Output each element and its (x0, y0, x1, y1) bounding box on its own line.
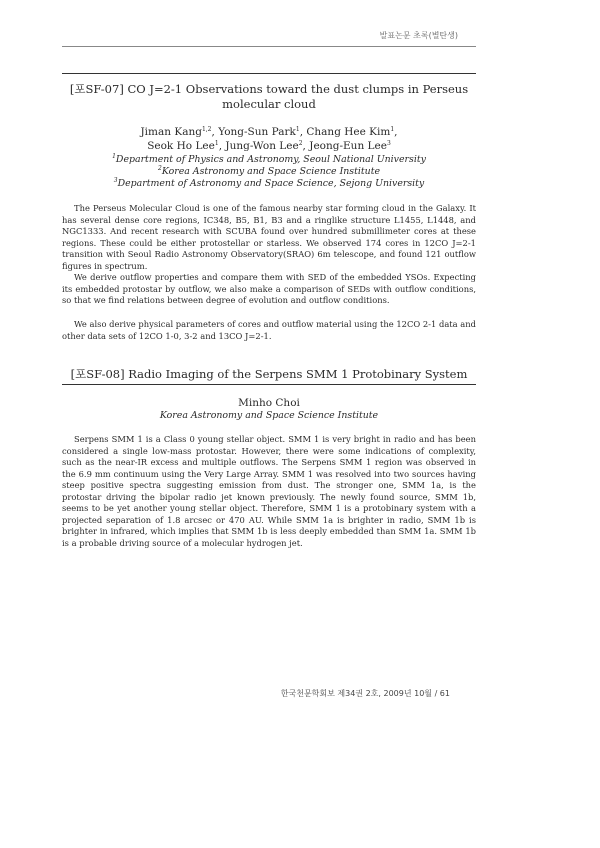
section-rule-2 (62, 384, 476, 385)
abstract1-title-line1: [포SF-07] CO J=2-1 Observations toward the dust clumps in Perseus (69, 82, 469, 96)
aff-sup: 1 (112, 153, 116, 160)
abstract1-paragraph-3: We also derive physical parameters of cores and outflow material using the 12CO 2-1 data and other data sets of 12CO 1-0, 3-2 and 13CO J=2-1. (62, 319, 476, 341)
author-name: Chang Hee Kim (306, 126, 391, 138)
author-separator: , (394, 126, 398, 138)
aff-text: Korea Astronomy and Space Science Institute (161, 166, 381, 177)
abstract1-authors-line1 (62, 125, 476, 139)
author-separator: , (218, 140, 226, 152)
author-affiliation-sup: 1 (390, 126, 395, 133)
abstract1-paragraph-2: We derive outflow properties and compare them with SED of the embedded YSOs. Expecting its embedded protostar by outflow, we also make a comparison of SEDs with outflow conditions, so that we find relations between degree of evolution and outflow conditions. (62, 272, 476, 305)
author-separator: , (302, 140, 310, 152)
running-header: 발표논문 초록(별탄생) (379, 31, 458, 40)
header-rule (62, 46, 476, 47)
abstract2-title: [포SF-08] Radio Imaging of the Serpens SMM 1 Protobinary System (70, 367, 468, 381)
abstract2-author: Minho Choi (238, 397, 300, 409)
author-name: Jeong-Eun Lee (309, 140, 387, 152)
aff-text: Department of Astronomy and Space Science, Sejong University (117, 178, 425, 189)
abstract1-paragraph-1: The Perseus Molecular Cloud is one of the famous nearby star forming cloud in the Galaxy. It has several dense core regions, IC348, B5, B1, B3 and a ringlike structure L1455, L1448, and NGC1333. And recent research with SCUBA found over hundred submillimeter cores at these regions. These could be either protostellar or starless. We observed 174 cores in 12CO J=2-1 transition with Seoul Radio Astronomy Observatory(SRAO) 6m telescope, and found 121 outflow figures in spectrum. (62, 203, 476, 271)
author-affiliation-sup: 3 (386, 140, 391, 147)
author-name: Jiman Kang (140, 126, 202, 138)
author-separator: , (211, 126, 219, 138)
author-name: Yong-Sun Park (218, 126, 296, 138)
aff-text: Department of Physics and Astronomy, Seoul National University (115, 154, 426, 165)
abstract1-title (62, 82, 476, 112)
abstract1-title-line2: molecular cloud (222, 97, 316, 111)
section-rule-top-1 (62, 73, 476, 74)
author-name: Jung-Won Lee (225, 140, 299, 152)
aff-sup: 3 (113, 177, 118, 184)
aff-sup: 2 (157, 165, 162, 172)
author-affiliation-sup: 1,2 (201, 126, 212, 133)
abstract1-authors-line2 (62, 139, 476, 153)
author-affiliation-sup: 1 (295, 126, 300, 133)
author-name: Seok Ho Lee (147, 140, 215, 152)
author-affiliation-sup: 2 (298, 140, 303, 147)
abstract1-affiliation-3 (62, 177, 476, 190)
page-footer: 한국천문학회보 제34권 2호, 2009년 10월 / 61 (280, 689, 450, 698)
author-affiliation-sup: 1 (214, 140, 219, 147)
abstract2-affiliation: Korea Astronomy and Space Science Institute (159, 410, 379, 421)
abstract2-paragraph: Serpens SMM 1 is a Class 0 young stellar object. SMM 1 is very bright in radio and has been considered a single low-mass protostar. However, there were some indications of complexity, such as the near-IR excess and multiple outflows. The Serpens SMM 1 region was observed in the 6.9 mm continuum using the Very Large Array. SMM 1 was resolved into two sources having steep positive spectra suggesting emission from dust. The stronger one, SMM 1a, is the protostar driving the bipolar radio jet known previously. The newly found source, SMM 1b, seems to be yet another young stellar object. Therefore, SMM 1 is a protobinary system with a projected separation of 1.8 arcsec or 470 AU. While SMM 1a is brighter in radio, SMM 1b is brighter in infrared, which implies that SMM 1b is less deeply embedded than SMM 1a. SMM 1b is a probable driving source of a molecular hydrogen jet. (62, 434, 476, 548)
author-separator: , (299, 126, 307, 138)
